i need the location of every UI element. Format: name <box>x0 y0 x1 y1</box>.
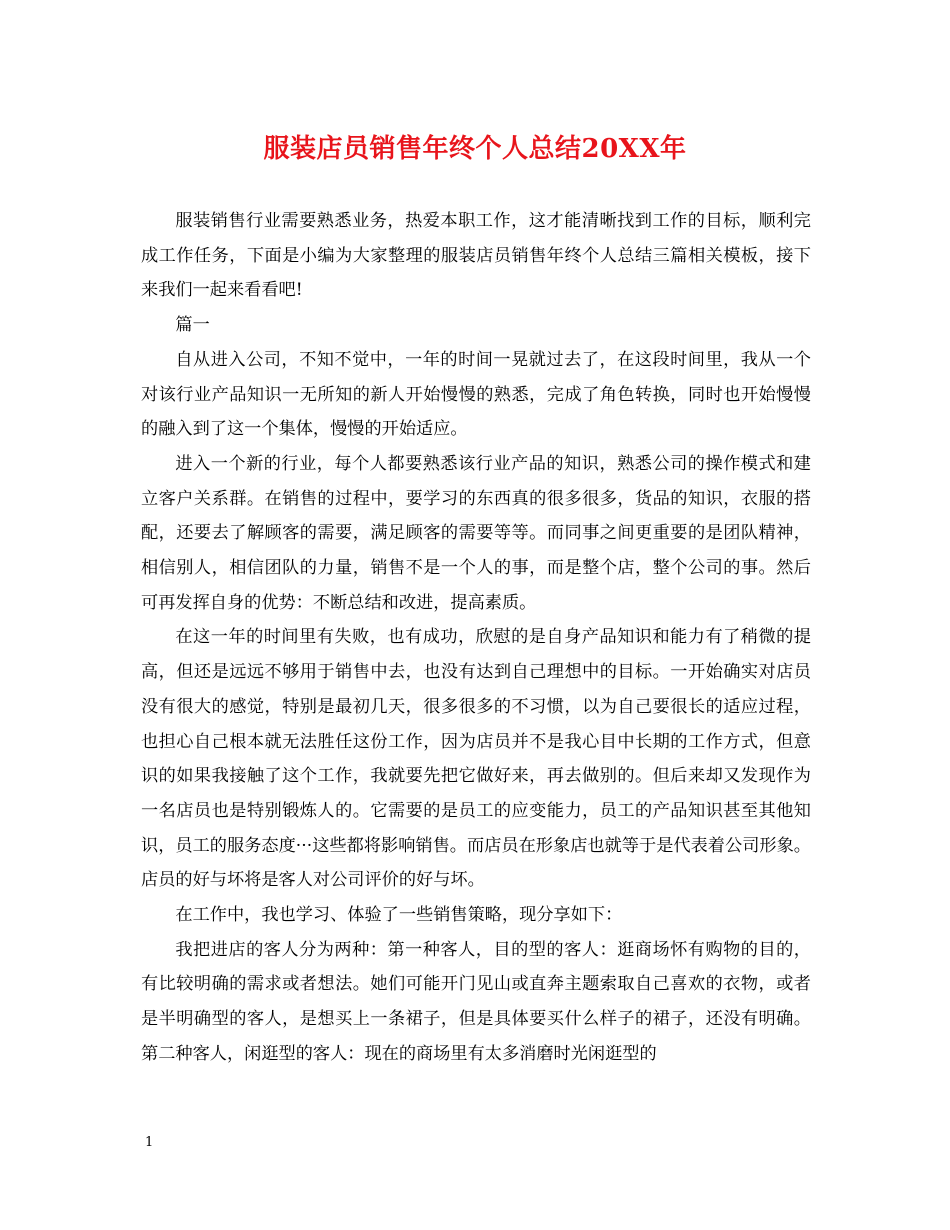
intro-paragraph: 服装销售行业需要熟悉业务，热爱本职工作，这才能清晰找到工作的目标，顺利完成工作任务，下面是小编为大家整理的服装店员销售年终个人总结三篇相关模板，接下来我们一起来看看吧! <box>141 211 811 301</box>
document-title: 服装店员销售年终个人总结20XX年 <box>263 134 687 164</box>
page-number: 1 <box>145 1135 154 1150</box>
body-paragraph: 自从进入公司，不知不觉中，一年的时间一晃就过去了，在这段时间里，我从一个对该行业产品知识一无所知的新人开始慢慢的熟悉，完成了角色转换，同时也开始慢慢的融入到了这一个集体，慢慢的开始适应。 <box>141 349 811 440</box>
body-paragraph: 我把进店的客人分为两种：第一种客人，目的型的客人：逛商场怀有购物的目的，有比较明确的需求或者想法。她们可能开门见山或直奔主题索取自己喜欢的衣物，或者是半明确型的客人，是想买上一条裙子，但是具体要买什么样子的裙子，还没有明确。第二种客人，闲逛型的客人：现在的商场里有太多消磨时光闲逛型的 <box>141 939 811 1064</box>
body-paragraph: 进入一个新的行业，每个人都要熟悉该行业产品的知识，熟悉公司的操作模式和建立客户关系群。在销售的过程中，要学习的东西真的很多很多，货品的知识，衣服的搭配，还要去了解顾客的需要，满足顾客的需要等等。而同事之间更重要的是团队精神，相信别人，相信团队的力量，销售不是一个人的事，而是整个店，整个公司的事。然后可再发挥自身的优势：不断总结和改进，提高素质。 <box>141 453 811 613</box>
body-paragraph: 在工作中，我也学习、体验了一些销售策略，现分享如下： <box>175 905 623 926</box>
section-heading: 篇一 <box>175 315 210 336</box>
document-body <box>141 204 811 1072</box>
body-paragraph: 在这一年的时间里有失败，也有成功，欣慰的是自身产品知识和能力有了稍微的提高，但还是远远不够用于销售中去，也没有达到自己理想中的目标。一开始确实对店员没有很大的感觉，特别是最初几天，很多很多的不习惯，以为自己要很长的适应过程，也担心自己根本就无法胜任这份工作，因为店员并不是我心目中长期的工作方式，但意识的如果我接触了这个工作，我就要先把它做好来，再去做别的。但后来却又发现作为一名店员也是特别锻炼人的。它需要的是员工的应变能力，员工的产品知识甚至其他知识，员工的服务态度···这些都将影响销售。而店员在形象店也就等于是代表着公司形象。店员的好与坏将是客人对公司评价的好与坏。 <box>141 627 811 891</box>
